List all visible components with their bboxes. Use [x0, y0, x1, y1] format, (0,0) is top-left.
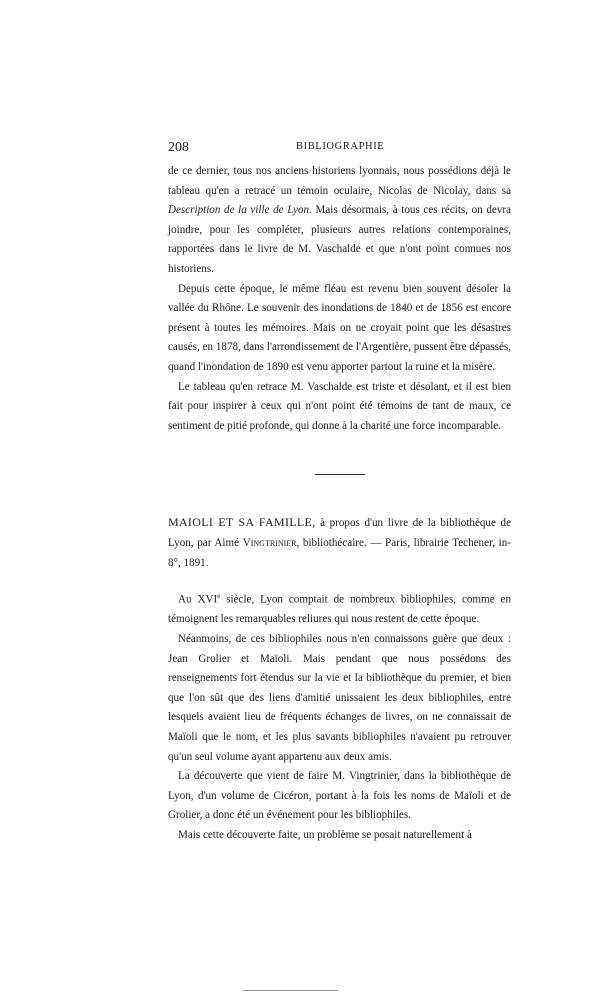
book-title-italic: Description de la ville de Lyon. [168, 204, 312, 217]
paragraph-text: Au [178, 593, 198, 606]
entry-heading [168, 513, 511, 573]
paragraph: La découverte que vient de faire M. Vingtrinier, dans la bibliothèque de Lyon, d'un volume de Cicéron, portant à la fois les noms de Maïoli et de Grolier, a donc été un événement pour les bibliophiles. [168, 770, 511, 822]
paragraph: Depuis cette époque, le même fléau est revenu bien souvent désoler la vallée du Rhône. Le souvenir des inondations de 1840 et de 1856 est encore présent à toutes les mémoires. Mais on ne croyait point que les désastres causés, en 1878, dans l'arrondissement de l'Argentière, pussent être dépassés, quand l'inondation de 1890 est venu apporter partout la ruine et la misère. [168, 282, 511, 373]
section-divider [315, 474, 365, 475]
book-page [168, 140, 511, 846]
running-title: BIBLIOGRAPHIE [296, 141, 385, 152]
review-continuation [168, 162, 511, 436]
entry-heading-text: , bibliothécaire. — Paris, librairie Techener, in-8°, 1891. [168, 536, 511, 569]
paragraph-text: siècle, Lyon comptait de nombreux bibliophiles, comme en témoignent les remarquables reliures qui nous restent de cette époque. [168, 593, 511, 626]
author-name: Vingtrinier [242, 536, 297, 549]
review-entry [168, 513, 511, 845]
paragraph-text: de ce dernier, tous nos anciens historiens lyonnais, nous possédions déjà le tableau qu'en a retracé un témoin oculaire, Nicolas de Nicolay, dans sa [168, 165, 511, 197]
entry-title: MAIOLI ET SA FAMILLE, [168, 515, 316, 530]
paragraph [168, 587, 511, 630]
paragraph: Le tableau qu'en retrace M. Vaschalde est triste et désolant, et il est bien fait pour inspirer à ceux qui n'ont point été témoins de tant de maux, ce sentiment de pitié profonde, qui donne à la charité une force incomparable. [168, 380, 511, 432]
page-header [168, 140, 511, 162]
paragraph [168, 162, 511, 280]
page-edge-mark [243, 990, 338, 991]
page-number: 208 [168, 140, 189, 155]
century-numeral: XVI [197, 593, 218, 606]
superscript: e [217, 592, 221, 601]
paragraph-text: Mais désormais, à tous ces récits, on devra joindre, pour les compléter, plusieurs autres relations contemporaines, rapportées dans le livre de M. Vaschalde et que n'ont point connues nos historiens. [168, 204, 511, 275]
entry-heading-text: à propos d'un livre de la bibliothèque de Lyon, par Aimé [168, 517, 511, 549]
paragraph: Néanmoins, de ces bibliophiles nous n'en connaissons guère que deux : Jean Grolier et Maïoli. Mais pendant que nous possédons des renseignements fort étendus sur la vie et la bibliothèque du premier, et bien que l'on sût que des liens d'amitié unissaient les deux bibliophiles, entre lesquels avaient lieu de fréquents échanges de livres, on ne connaissait de Maïoli que le nom, et les plus savants bibliophiles n'avaient pu retrouver qu'un seul volume ayant appartenu aux deux amis. [168, 632, 511, 763]
paragraph: Mais cette découverte faite, un problème se posait naturellement à [178, 828, 472, 841]
